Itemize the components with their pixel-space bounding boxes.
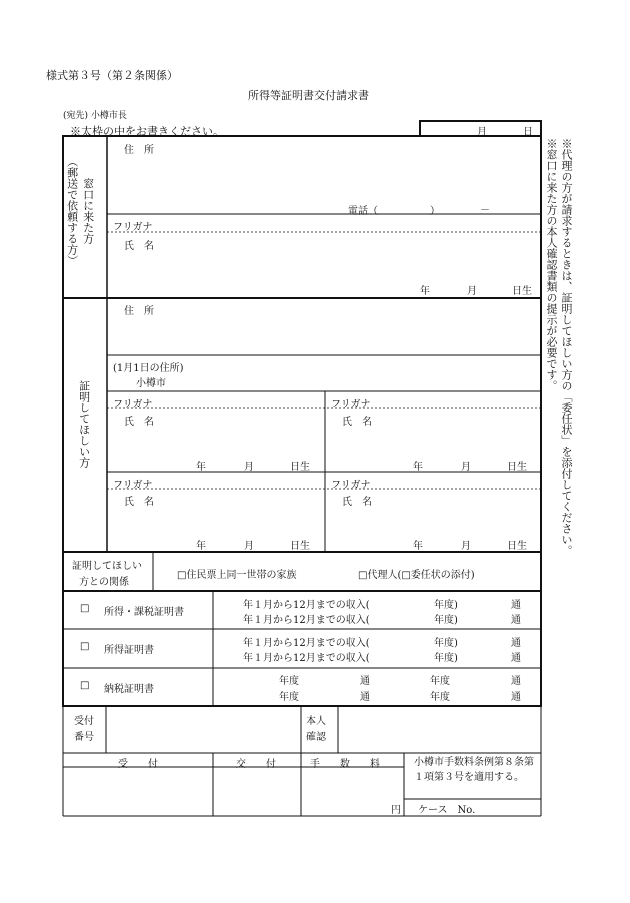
date-day-label: 日: [523, 127, 533, 138]
applicant-section-label: 窓口に来た方: [81, 178, 95, 244]
identity-check-label: 本人確認: [306, 716, 326, 743]
side-note-proxy: ※代理の方が請求するときは、証明してほしい方の「委任状」を添付してください。: [560, 138, 573, 556]
applicant-section-sublabel: （郵送で依頼する方）: [65, 156, 79, 266]
applicant-birth-year: 年: [420, 286, 430, 297]
subject3-birth-month: 月: [244, 541, 254, 552]
cert-income-line1-count: 通: [511, 638, 521, 649]
subject1-birth-month: 月: [244, 462, 254, 473]
cert-income-tax-line1-count: 通: [511, 600, 521, 611]
subject4-birth-month: 月: [461, 541, 471, 552]
relationship-label-line2: 方との関係: [79, 577, 129, 588]
subject2-birth-day: 日生: [507, 462, 527, 473]
subject3-birth-day: 日生: [290, 541, 310, 552]
applicant-furigana-label: フリガナ: [113, 222, 153, 233]
applicant-phone-dash: －: [480, 205, 490, 216]
subject2-furigana-label: フリガナ: [331, 399, 371, 410]
cert-income-line2-count: 通: [511, 653, 521, 664]
cert-income-tax-checkbox[interactable]: □: [80, 603, 90, 614]
applicant-birth-month: 月: [467, 286, 477, 297]
case-number-label: ケース No.: [418, 805, 476, 816]
page-title: 所得等証明書交付請求書: [248, 89, 369, 102]
cert-income-line1-text: 年１月から12月までの収入(: [243, 638, 370, 649]
subject4-name-label: 氏 名: [342, 497, 372, 508]
cert-tax-row1-count1: 通: [360, 676, 370, 687]
subject1-name-label: 氏 名: [124, 417, 154, 428]
date-month-label: 月: [477, 127, 487, 138]
applicant-name-label: 氏 名: [124, 241, 154, 252]
cert-tax-row1-year2: 年度: [430, 676, 450, 687]
cert-income-tax-line2-count: 通: [511, 615, 521, 626]
subject3-furigana-label: フリガナ: [113, 480, 153, 491]
applicant-phone-label: 電話（: [348, 206, 378, 217]
applicant-phone-close: ）: [430, 206, 440, 217]
fee-label: 手 数 料: [310, 759, 380, 770]
cert-income-tax-name: 所得・課税証明書: [104, 607, 184, 618]
subject3-birth-year: 年: [196, 541, 206, 552]
instruction-text: ※太枠の中をお書きください。: [70, 125, 224, 138]
subject2-birth-year: 年: [413, 462, 423, 473]
cert-income-tax-line1-text: 年１月から12月までの収入(: [243, 600, 370, 611]
subject1-furigana-label: フリガナ: [113, 399, 153, 410]
subject2-name-label: 氏 名: [342, 417, 372, 428]
relationship-proxy-checkbox[interactable]: □代理人(□委任状の添付): [358, 570, 475, 581]
subject4-furigana-label: フリガナ: [331, 480, 371, 491]
subject-city: 小樽市: [136, 378, 166, 389]
cert-tax-row2-year2: 年度: [430, 692, 450, 703]
subject1-birth-year: 年: [196, 462, 206, 473]
deliver-label: 交 付: [236, 759, 276, 770]
cert-tax-row2-count2: 通: [511, 692, 521, 703]
subject-section-label: 証明してほしい方: [77, 380, 91, 468]
subject4-birth-year: 年: [413, 541, 423, 552]
subject-jan1-label: (1月1日の住所): [113, 363, 184, 374]
cert-tax-payment-checkbox[interactable]: □: [80, 680, 90, 691]
subject-address-label: 住 所: [124, 306, 154, 317]
subject1-birth-day: 日生: [290, 462, 310, 473]
reception-number-label: 受付番号: [74, 716, 94, 743]
relationship-label-line1: 証明してほしい: [72, 561, 142, 572]
accept-label: 受 付: [118, 759, 158, 770]
addressee: (宛先) 小樽市長: [63, 111, 127, 121]
cert-income-name: 所得証明書: [104, 645, 154, 656]
cert-income-checkbox[interactable]: □: [80, 641, 90, 652]
cert-income-line1-year: 年度): [434, 638, 458, 649]
subject2-birth-month: 月: [461, 462, 471, 473]
cert-income-tax-line1-year: 年度): [434, 600, 458, 611]
form-number: 様式第３号（第２条関係）: [46, 69, 178, 82]
yen-label: 円: [391, 805, 401, 816]
cert-income-tax-line2-text: 年１月から12月までの収入(: [243, 615, 370, 626]
cert-tax-row2-count1: 通: [360, 692, 370, 703]
cert-income-line2-text: 年１月から12月までの収入(: [243, 653, 370, 664]
cert-tax-payment-name: 納税証明書: [104, 684, 154, 695]
subject3-name-label: 氏 名: [124, 497, 154, 508]
ordinance-note: 小樽市手数料条例第８条第１項第３号を適用する。: [414, 757, 534, 783]
cert-tax-row2-year1: 年度: [279, 692, 299, 703]
applicant-address-label: 住 所: [124, 145, 154, 156]
subject4-birth-day: 日生: [507, 541, 527, 552]
side-note-id-check: ※窓口に来た方の本人確認書類の提示が必要です。: [545, 138, 558, 391]
relationship-household-checkbox[interactable]: □住民票上同一世帯の家族: [177, 570, 297, 581]
cert-tax-row1-year1: 年度: [279, 676, 299, 687]
cert-tax-row1-count2: 通: [511, 676, 521, 687]
cert-income-tax-line2-year: 年度): [434, 615, 458, 626]
applicant-birth-day: 日生: [512, 286, 532, 297]
cert-income-line2-year: 年度): [434, 653, 458, 664]
